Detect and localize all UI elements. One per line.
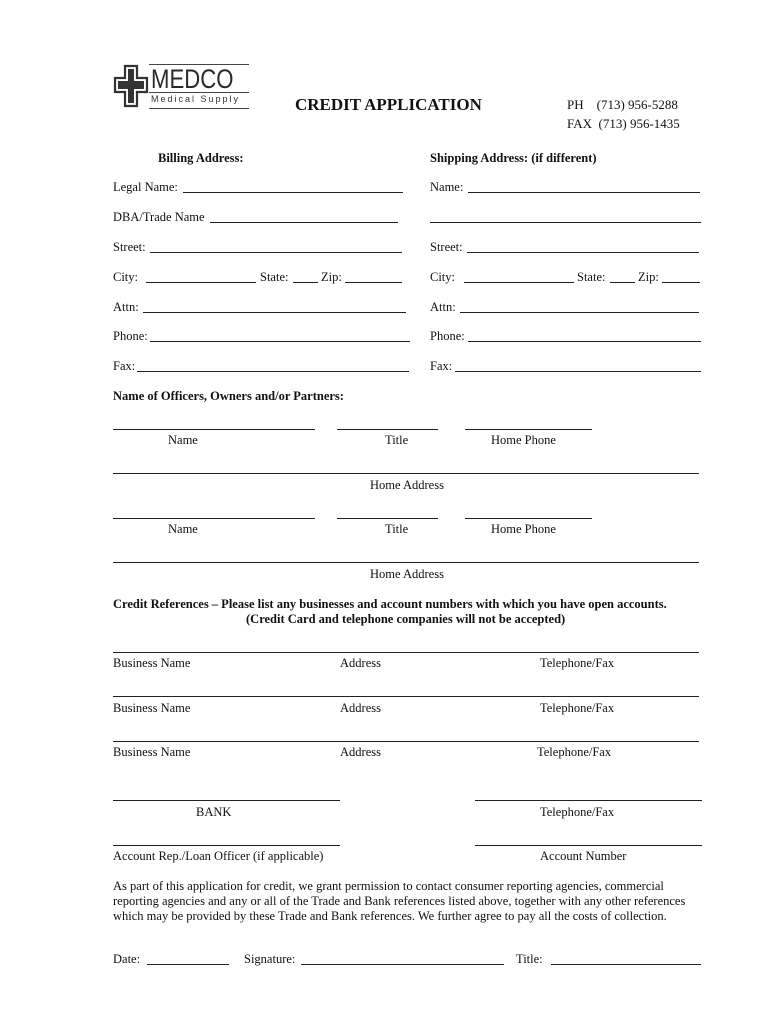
logo-bottom-rule [149,108,249,109]
officer1-home-address-label: Home Address [370,478,444,492]
credit-references-note: (Credit Card and telephone companies will not be accepted) [246,612,566,626]
signature-field[interactable] [301,964,504,965]
billing-attn-field[interactable] [143,312,406,313]
bank-name-field[interactable] [113,800,340,801]
reference2-field[interactable] [113,696,699,697]
officer2-home-address-label: Home Address [370,567,444,581]
credit-references-heading [113,598,667,611]
officer2-home-phone-label: Home Phone [491,522,556,536]
shipping-phone-label: Phone: [430,329,465,343]
shipping-zip-label: Zip: [638,270,659,284]
officer1-home-phone-field[interactable] [465,429,592,430]
account-number-label: Account Number [540,849,627,863]
date-field[interactable] [147,964,229,965]
title-label: Title: [516,952,543,966]
officer2-home-address-field[interactable] [113,562,699,563]
billing-street-field[interactable] [150,252,402,253]
fax-number: FAX (713) 956-1435 [567,116,680,131]
officer1-title-field[interactable] [337,429,438,430]
shipping-address-heading: Shipping Address: (if different) [430,151,597,165]
medco-logo [113,64,249,112]
reference1-telephone-label: Telephone/Fax [540,656,615,670]
billing-phone-field[interactable] [150,341,410,342]
officer1-home-address-field[interactable] [113,473,699,474]
shipping-state-label: State: [577,270,606,284]
officer1-name-label: Name [168,433,198,447]
officer2-title-label: Title [385,522,409,536]
shipping-name-field[interactable] [468,192,700,193]
officer2-name-field[interactable] [113,518,315,519]
reference1-field[interactable] [113,652,699,653]
bank-telephone-label: Telephone/Fax [540,805,615,819]
billing-state-label: State: [260,270,289,284]
billing-address-heading: Billing Address: [158,151,244,165]
shipping-state-field[interactable] [610,282,635,283]
billing-street-label: Street: [113,240,146,254]
dba-field[interactable] [210,222,398,223]
consent-line-1: As part of this application for credit, we grant permission to contact consumer reporting agencies, commercial [113,879,664,893]
officer1-name-field[interactable] [113,429,315,430]
consent-line-3: which may be provided by these Trade and Bank references. We further agree to pay all the costs of collection. [113,909,667,923]
officers-heading: Name of Officers, Owners and/or Partners: [113,389,344,403]
phone-number: PH (713) 956-5288 [567,97,678,112]
shipping-fax-label: Fax: [430,359,453,373]
shipping-city-label: City: [430,270,456,284]
shipping-zip-field[interactable] [662,282,700,283]
billing-attn-label: Attn: [113,300,139,314]
credit-references-heading-text: Credit References – Please list any businesses and account numbers with which you have open accounts. [113,597,667,611]
title-field[interactable] [551,964,701,965]
officer2-name-label: Name [168,522,198,536]
officer2-home-phone-field[interactable] [465,518,592,519]
reference2-telephone-label: Telephone/Fax [540,701,615,715]
dba-label: DBA/Trade Name [113,210,205,224]
shipping-phone-field[interactable] [468,341,701,342]
billing-fax-label: Fax: [113,359,136,373]
medical-cross-icon [113,64,149,108]
signature-label: Signature: [244,952,296,966]
page-title: CREDIT APPLICATION [295,95,482,114]
billing-fax-field[interactable] [137,371,409,372]
officer1-title-label: Title [385,433,409,447]
shipping-attn-field[interactable] [460,312,699,313]
billing-zip-label: Zip: [321,270,342,284]
officer1-home-phone-label: Home Phone [491,433,556,447]
shipping-street-label: Street: [430,240,463,254]
billing-zip-field[interactable] [345,282,402,283]
legal-name-label: Legal Name: [113,180,178,194]
account-number-field[interactable] [475,845,702,846]
reference3-telephone-label: Telephone/Fax [537,745,612,759]
reference3-field[interactable] [113,741,699,742]
shipping-fax-field[interactable] [455,371,701,372]
date-label: Date: [113,952,141,966]
logo-subtext: Medical Supply [151,94,241,104]
billing-state-field[interactable] [293,282,318,283]
legal-name-field[interactable] [183,192,403,193]
shipping-city-field[interactable] [464,282,574,283]
bank-telephone-field[interactable] [475,800,702,801]
bank-label: BANK [196,805,232,819]
account-rep-field[interactable] [113,845,340,846]
shipping-street-field[interactable] [467,252,699,253]
reference1-address-label: Address [340,656,381,670]
consent-line-2: reporting agencies and any or all of the Trade and Bank references listed above, together with any other references [113,894,686,908]
account-rep-label: Account Rep./Loan Officer (if applicable) [113,849,324,863]
reference2-address-label: Address [340,701,381,715]
billing-city-field[interactable] [146,282,256,283]
logo-mid-rule [149,92,249,93]
billing-phone-label: Phone: [113,329,148,343]
shipping-name-label: Name: [430,180,464,194]
reference2-business-name-label: Business Name [113,701,191,715]
reference3-business-name-label: Business Name [113,745,191,759]
officer2-title-field[interactable] [337,518,438,519]
logo-wordmark: MEDCO [151,64,234,94]
shipping-attn-label: Attn: [430,300,456,314]
billing-city-label: City: [113,270,139,284]
reference1-business-name-label: Business Name [113,656,191,670]
shipping-line2-field[interactable] [430,222,701,223]
reference3-address-label: Address [340,745,381,759]
